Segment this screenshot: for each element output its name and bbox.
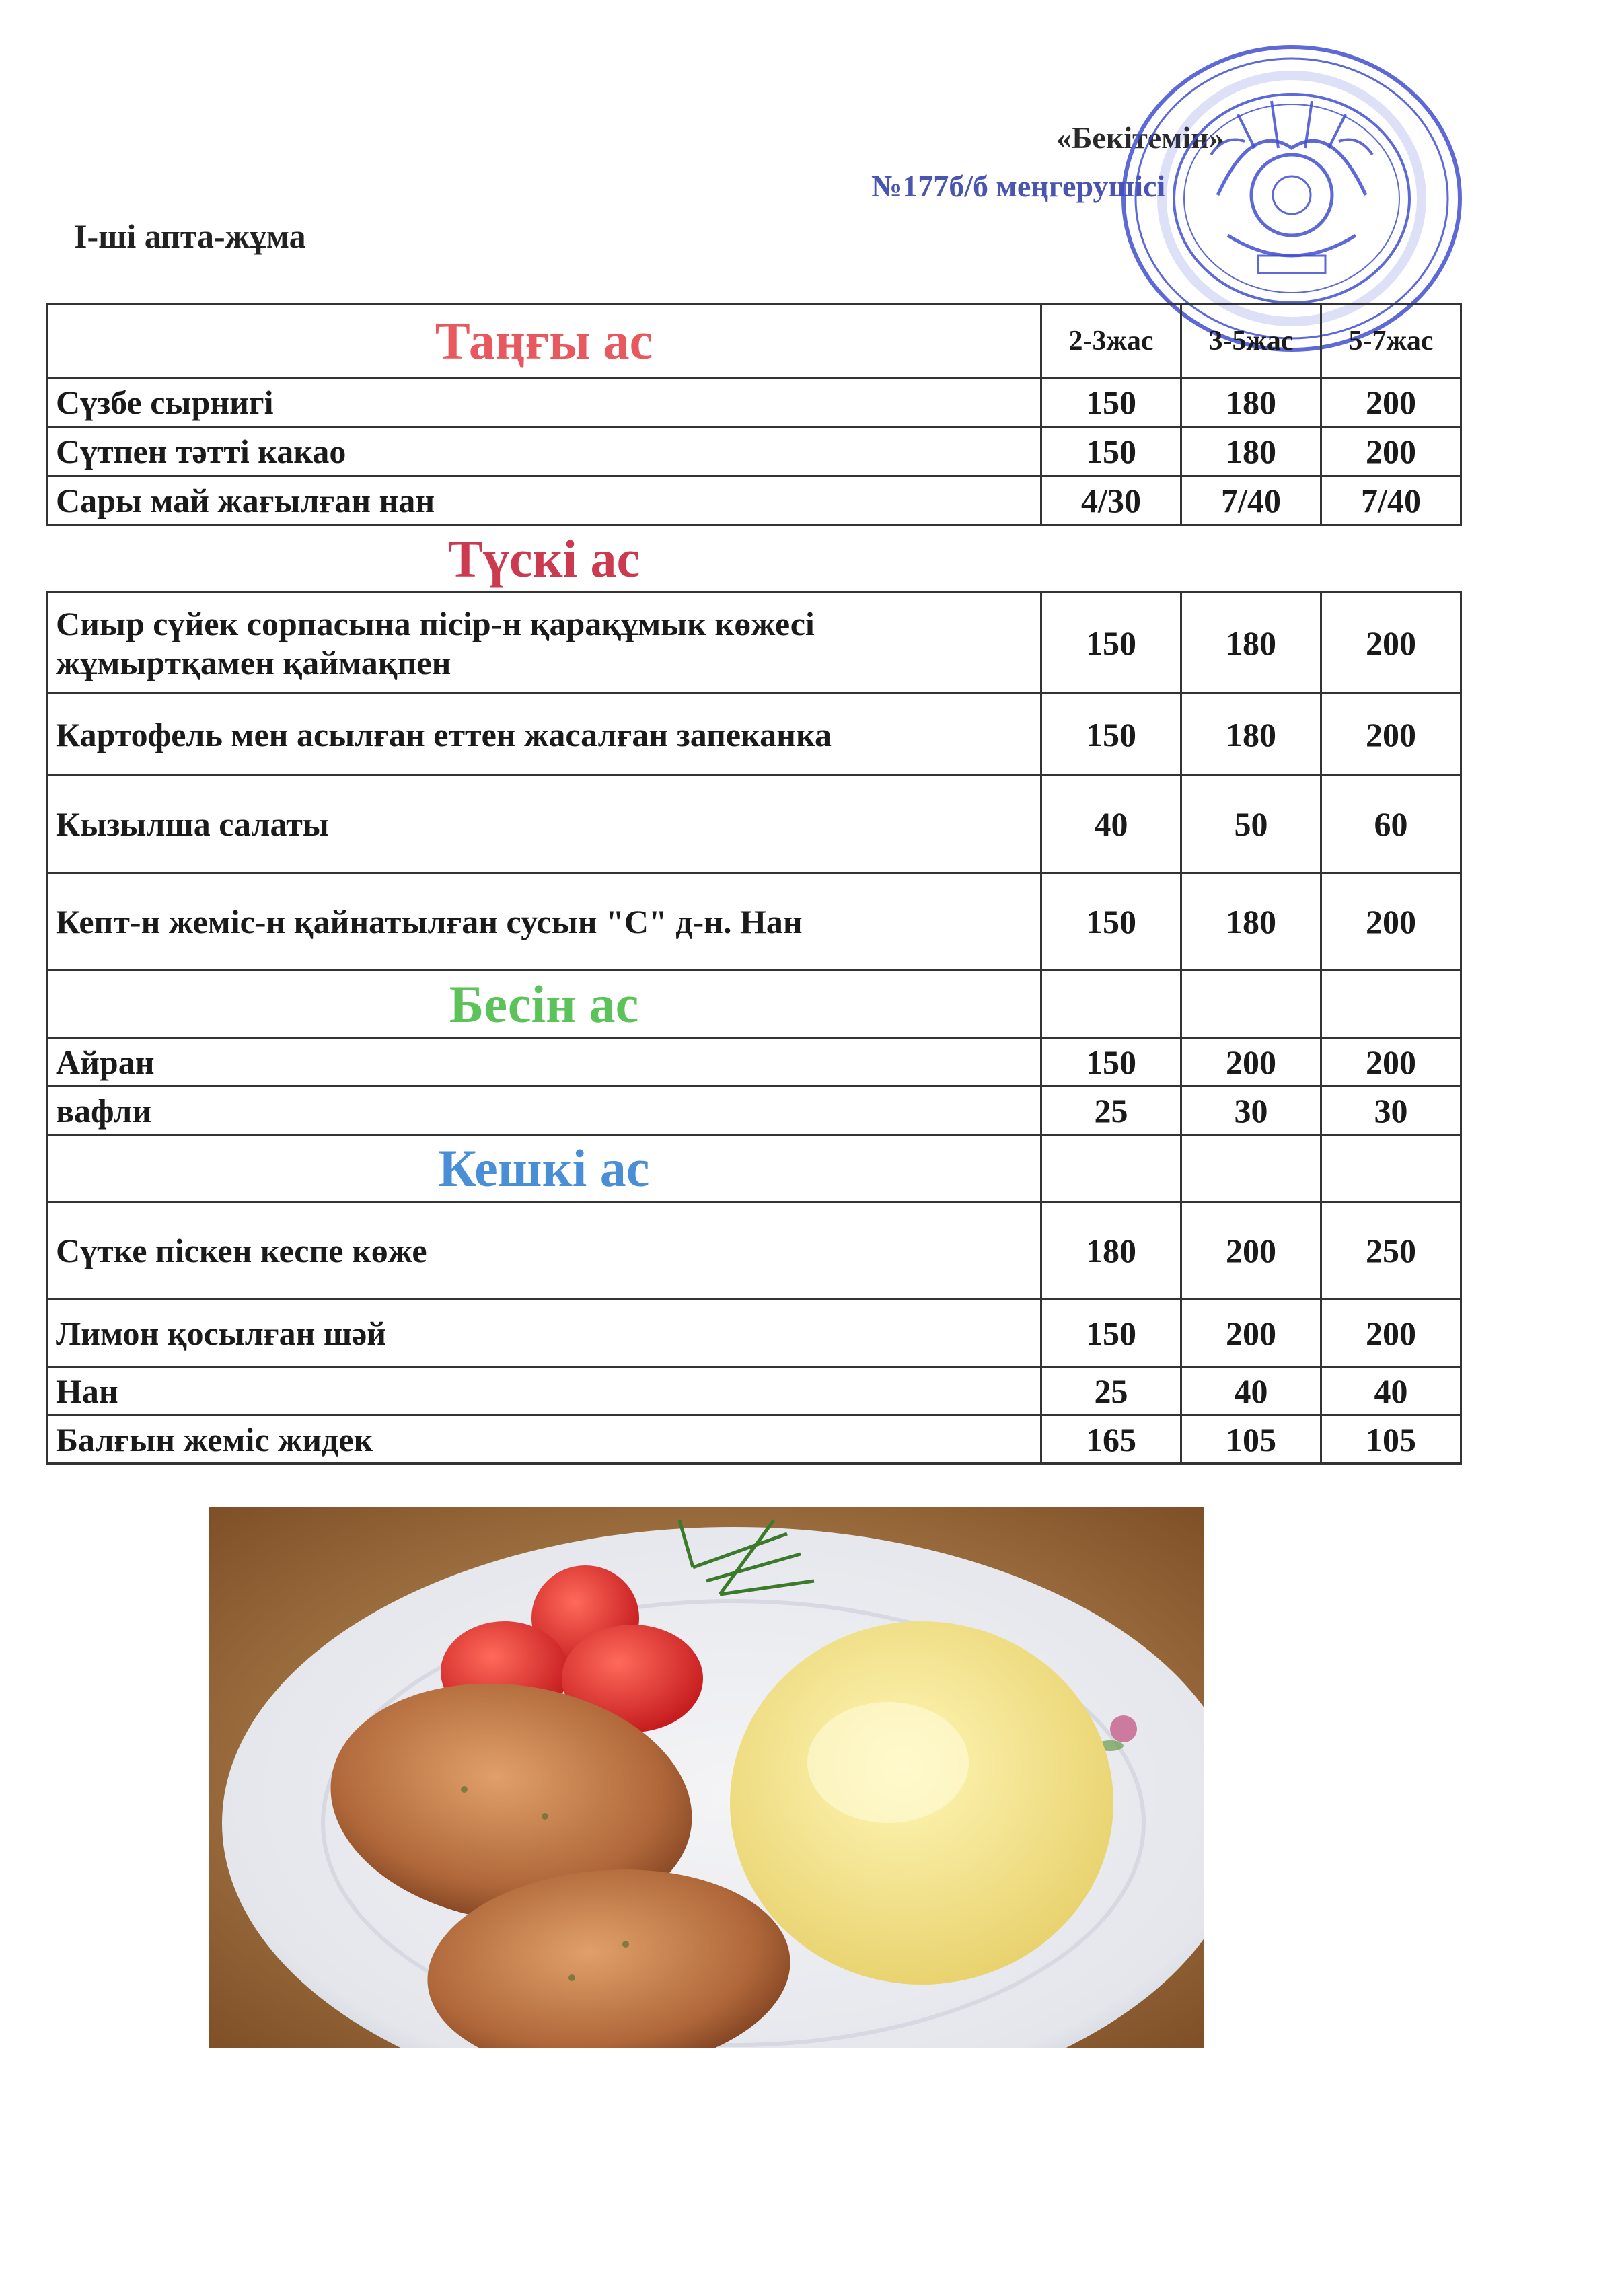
portion-3-5: 105 xyxy=(1181,1415,1321,1464)
dish-name: Кызылша салаты xyxy=(47,776,1041,873)
dinner-heading-row xyxy=(47,1135,1461,1202)
approval-label: «Бекітемін» xyxy=(1056,120,1224,155)
manager-title: №177б/б меңгерушісі xyxy=(871,169,1166,203)
portion-5-7: 200 xyxy=(1321,1038,1461,1086)
portion-3-5: 30 xyxy=(1181,1086,1321,1135)
breakfast-title: Таңғы ас xyxy=(47,304,1041,378)
table-row xyxy=(47,1038,1461,1086)
dish-name: вафли xyxy=(47,1086,1041,1135)
dish-name: Сүтке піскен кеспе көже xyxy=(47,1202,1041,1300)
portion-3-5: 200 xyxy=(1181,1202,1321,1300)
portion-2-3: 180 xyxy=(1041,1202,1181,1300)
portion-2-3: 4/30 xyxy=(1041,476,1181,525)
dish-name: Нан xyxy=(47,1367,1041,1415)
snack-title: Бесін ас xyxy=(47,971,1041,1038)
table-row xyxy=(47,1367,1461,1415)
dinner-title: Кешкі ас xyxy=(47,1135,1041,1202)
portion-2-3: 150 xyxy=(1041,1300,1181,1367)
dish-name: Картофель мен асылған еттен жасалған запеканка xyxy=(47,694,1041,776)
portion-5-7: 200 xyxy=(1321,694,1461,776)
portion-2-3: 165 xyxy=(1041,1415,1181,1464)
lunch-heading-row xyxy=(47,525,1461,593)
snack-heading-row xyxy=(47,971,1461,1038)
portion-2-3: 150 xyxy=(1041,427,1181,476)
portion-2-3: 40 xyxy=(1041,776,1181,873)
portion-3-5: 200 xyxy=(1181,1038,1321,1086)
portion-2-3: 25 xyxy=(1041,1367,1181,1415)
table-row xyxy=(47,593,1461,694)
portion-3-5: 50 xyxy=(1181,776,1321,873)
table-row xyxy=(47,378,1461,427)
portion-3-5: 7/40 xyxy=(1181,476,1321,525)
table-row xyxy=(47,1300,1461,1367)
portion-5-7: 250 xyxy=(1321,1202,1461,1300)
portion-3-5: 200 xyxy=(1181,1300,1321,1367)
portion-2-3: 150 xyxy=(1041,1038,1181,1086)
portion-3-5: 180 xyxy=(1181,694,1321,776)
food-plate-photo xyxy=(209,1507,1204,2048)
portion-3-5: 180 xyxy=(1181,427,1321,476)
dish-name: Сиыр сүйек сорпасына пісір-н қарақұмык көжесі жұмыртқамен қаймақпен xyxy=(47,593,1041,694)
age-column-3-5: 3-5жас xyxy=(1181,304,1321,378)
portion-5-7: 40 xyxy=(1321,1367,1461,1415)
breakfast-heading-row xyxy=(47,304,1461,378)
dish-name: Айран xyxy=(47,1038,1041,1086)
menu-table xyxy=(46,303,1462,1465)
portion-2-3: 150 xyxy=(1041,873,1181,971)
portion-2-3: 150 xyxy=(1041,378,1181,427)
portion-3-5: 180 xyxy=(1181,873,1321,971)
lunch-title: Түскі ас xyxy=(447,529,640,588)
portion-3-5: 180 xyxy=(1181,593,1321,694)
age-column-5-7: 5-7жас xyxy=(1321,304,1461,378)
portion-3-5: 180 xyxy=(1181,378,1321,427)
portion-5-7: 200 xyxy=(1321,1300,1461,1367)
portion-5-7: 200 xyxy=(1321,873,1461,971)
portion-5-7: 105 xyxy=(1321,1415,1461,1464)
table-row xyxy=(47,1086,1461,1135)
portion-2-3: 150 xyxy=(1041,694,1181,776)
dish-name: Балғын жеміс жидек xyxy=(47,1415,1041,1464)
portion-2-3: 150 xyxy=(1041,593,1181,694)
age-column-2-3: 2-3жас xyxy=(1041,304,1181,378)
table-row xyxy=(47,1415,1461,1464)
portion-5-7: 200 xyxy=(1321,427,1461,476)
table-row xyxy=(47,694,1461,776)
portion-5-7: 200 xyxy=(1321,593,1461,694)
portion-5-7: 60 xyxy=(1321,776,1461,873)
dish-name: Сүтпен тәтті какао xyxy=(47,427,1041,476)
dish-name: Сүзбе сырнигі xyxy=(47,378,1041,427)
dish-name: Лимон қосылған шәй xyxy=(47,1300,1041,1367)
dish-name: Сары май жағылған нан xyxy=(47,476,1041,525)
portion-5-7: 7/40 xyxy=(1321,476,1461,525)
portion-2-3: 25 xyxy=(1041,1086,1181,1135)
table-row xyxy=(47,1202,1461,1300)
table-row xyxy=(47,776,1461,873)
dish-name: Кепт-н жеміс-н қайнатылған сусын "С" д-н. Нан xyxy=(47,873,1041,971)
table-row xyxy=(47,427,1461,476)
table-row xyxy=(47,476,1461,525)
portion-5-7: 30 xyxy=(1321,1086,1461,1135)
portion-3-5: 40 xyxy=(1181,1367,1321,1415)
table-row xyxy=(47,873,1461,971)
portion-5-7: 200 xyxy=(1321,378,1461,427)
week-day-label: І-ші апта-жұма xyxy=(74,217,306,255)
